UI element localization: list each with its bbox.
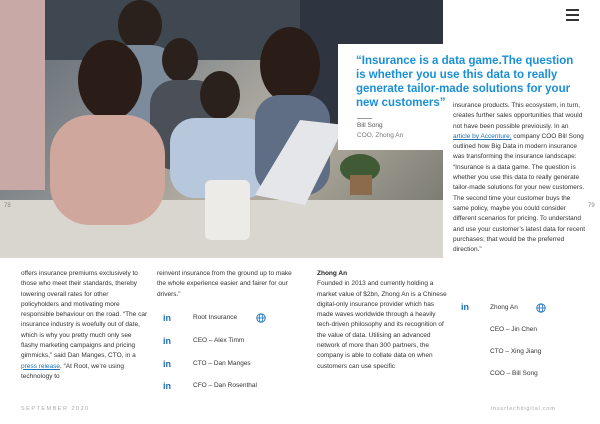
page-number-left: 78 [4, 203, 11, 209]
contact-zhong-an-coo: COO – Bill Song [490, 370, 538, 377]
press-release-link[interactable]: press release [21, 362, 61, 370]
contact-ceo: CEO – Alex Timm [193, 337, 245, 344]
contact-cto: CTO – Dan Manges [193, 360, 251, 367]
linkedin-icon[interactable]: in [163, 313, 171, 323]
linkedin-icon[interactable]: in [461, 302, 469, 312]
page-number-right: 79 [588, 203, 595, 209]
contact-zhong-an: Zhong An [490, 304, 518, 311]
linkedin-icon[interactable]: in [163, 359, 171, 369]
globe-icon[interactable] [256, 313, 266, 323]
col1-p1: offers insurance premiums exclusively to those who meet their standards, thereby lowering overall rates for other policyholders and motivating more responsible behaviour on the road. “The car insurance industry is woefully out of date, which is why you pretty much only see flashy marketing campaigns and pricing gimmicks,” said Dan Manges, CTO, in a [21, 270, 148, 360]
hamburger-menu-icon[interactable] [566, 9, 579, 21]
footer-website[interactable]: insurtechdigital.com [491, 406, 556, 412]
footer-issue-date: SEPTEMBER 2020 [21, 406, 90, 412]
contact-zhong-an-ceo: CEO – Jin Chen [490, 326, 537, 333]
contact-cfo: CFO – Dan Rosenthal [193, 382, 257, 389]
quote-author-name: Bill Song [357, 122, 383, 129]
column-1-text [21, 269, 148, 382]
column-3-text [317, 269, 447, 372]
accenture-article-link[interactable]: article by Accenture, [453, 132, 512, 140]
col2-text: reinvent insurance from the ground up to make the whole experience easier and fairer for our drivers.” [157, 270, 292, 298]
globe-icon[interactable] [536, 303, 546, 313]
right-column-text [453, 101, 587, 255]
pull-quote-text: “Insurance is a data game.The question is whether you use this data to really generate tailor-made solutions for your new customers” [356, 55, 574, 109]
column-2-text [157, 269, 297, 300]
contact-root-insurance: Root Insurance [193, 314, 238, 321]
linkedin-icon[interactable]: in [163, 336, 171, 346]
zhong-an-heading: Zhong An [317, 270, 348, 277]
right-column-p2: company COO Bill Song outlined how Big Data in modern insurance was transforming the insurance landscape: “Insurance is a data game. The question is whether you use this data to really generate tailor-made solutions for your new customers. The second time your customer buys the same policy, maybe you could consider different scenarios for pricing. To understand and use your customer’s latest data for recent purchases; that would be the preferred direction.” [453, 132, 585, 254]
col1-p2: . “At Root, we’re using technology to [21, 362, 124, 380]
quote-author-role: COO, Zhong An [357, 132, 404, 139]
quote-divider [357, 118, 372, 119]
col3-text: Founded in 2013 and currently holding a market value of $2bn, Zhong An is a Chinese digital-only insurance provider which has made waves worldwide through a heavily tech-driven philosophy and its recognition of the value of data. Utilising an advanced network of more than 300 partners, the company is able to collate data on when customers can use specific [317, 280, 447, 370]
contact-zhong-an-cto: CTO – Xing Jiang [490, 348, 542, 355]
linkedin-icon[interactable]: in [163, 381, 171, 391]
right-column-p1: insurance products. This ecosystem, in turn, creates further sales opportunities that would not have been possible previously. In an [453, 102, 583, 130]
